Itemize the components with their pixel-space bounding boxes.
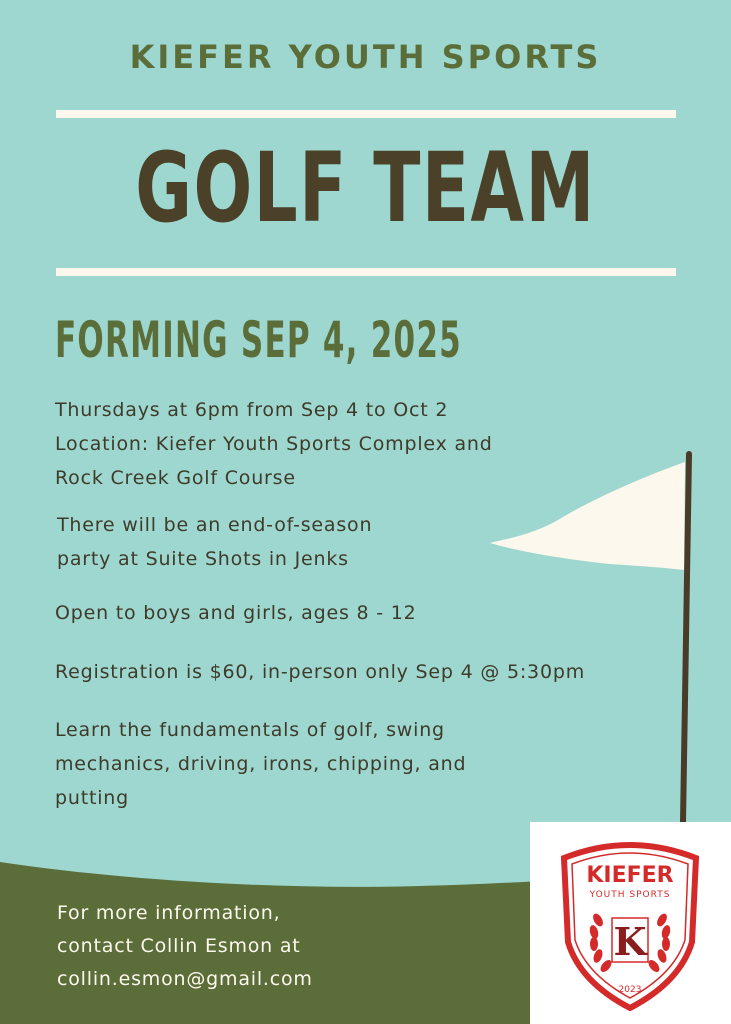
party-line: party at Suite Shots in Jenks [57,548,349,570]
party-text [57,508,372,576]
kiefer-crest-logo [530,822,731,1024]
curriculum-text [55,713,466,815]
contact-line: contact Collin Esmon at [57,935,301,957]
curriculum-line: Learn the fundamentals of golf, swing [55,719,445,741]
party-line: There will be an end-of-season [57,514,373,536]
curriculum-line: mechanics, driving, irons, chipping, and [55,753,467,775]
contact-info [57,897,313,996]
logo-subtitle: YOUTH SPORTS [589,890,671,900]
eligibility-text: Open to boys and girls, ages 8 - 12 [55,602,417,624]
logo-year: 2023 [618,985,642,995]
forming-date-heading: FORMING SEP 4, 2025 [55,311,462,369]
golf-flag-icon [480,440,720,830]
schedule-line: Thursdays at 6pm from Sep 4 to Oct 2 [55,399,449,421]
contact-email[interactable]: collin.esmon@gmail.com [57,968,313,990]
schedule-text [55,393,493,495]
org-name: KIEFER YOUTH SPORTS [129,38,602,76]
bottom-divider [56,268,676,276]
registration-text: Registration is $60, in-person only Sep 4 @ 5:30pm [55,661,586,683]
curriculum-line: putting [55,787,129,809]
schedule-line: Location: Kiefer Youth Sports Complex and [55,433,493,455]
schedule-line: Rock Creek Golf Course [55,467,296,489]
top-divider [56,110,676,118]
logo-monogram: K [613,919,647,964]
contact-line: For more information, [57,902,281,924]
logo-name: KIEFER [586,863,674,888]
logo-panel [530,822,731,1024]
page-title: GOLF TEAM [135,132,596,244]
